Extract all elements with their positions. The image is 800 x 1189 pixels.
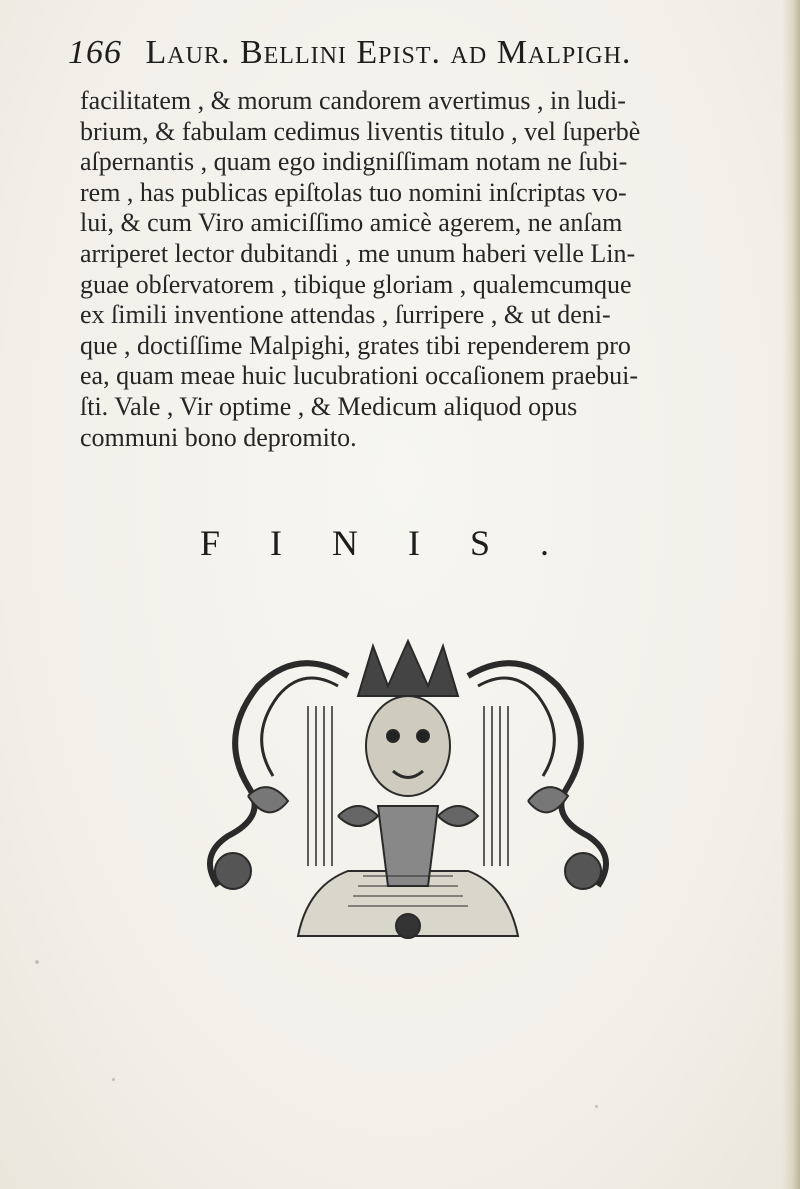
text-line: facilitatem , & morum candorem avertimus , in ludi- <box>80 86 626 115</box>
text-line: ſti. Vale , Vir optime , & Medicum aliquod opus <box>80 391 578 421</box>
text-line: guae obſervatorem , tibique gloriam , qualemcumque <box>80 269 632 299</box>
body-text <box>80 86 740 453</box>
text-line: communi bono depromito. <box>80 422 357 452</box>
text-line: rem , has publicas epiſtolas tuo nomini inſcriptas vo- <box>80 177 627 207</box>
page-header <box>68 34 728 84</box>
tailpiece-ornament-icon <box>188 636 628 956</box>
text-line: que , doctiſſime Malpighi, grates tibi rependerem pro <box>80 330 631 360</box>
text-line: arriperet lector dubitandi , me unum haberi velle Lin- <box>80 238 636 268</box>
running-head: Laur. Bellini Epist. ad Malpigh. <box>145 34 632 71</box>
text-line: aſpernantis , quam ego indigniſſimam notam ne ſubi- <box>80 147 628 177</box>
page-edge-shadow <box>782 0 800 1189</box>
text-line: ea, quam meae huic lucubrationi occaſionem praebui- <box>80 361 639 391</box>
text-line: brium, & fabulam cedimus liventis titulo , vel ſuperbè <box>80 116 641 146</box>
finis-heading: FINIS. <box>200 523 600 563</box>
page-number: 166 <box>68 34 122 71</box>
paper-speck <box>112 1078 115 1081</box>
paper-speck <box>35 960 39 964</box>
text-line: lui, & cum Viro amiciſſimo amicè agerem, ne anſam <box>80 208 623 238</box>
text-line: ex ſimili inventione attendas , ſurripere , & ut deni- <box>80 300 611 330</box>
paper-speck <box>595 1105 598 1108</box>
